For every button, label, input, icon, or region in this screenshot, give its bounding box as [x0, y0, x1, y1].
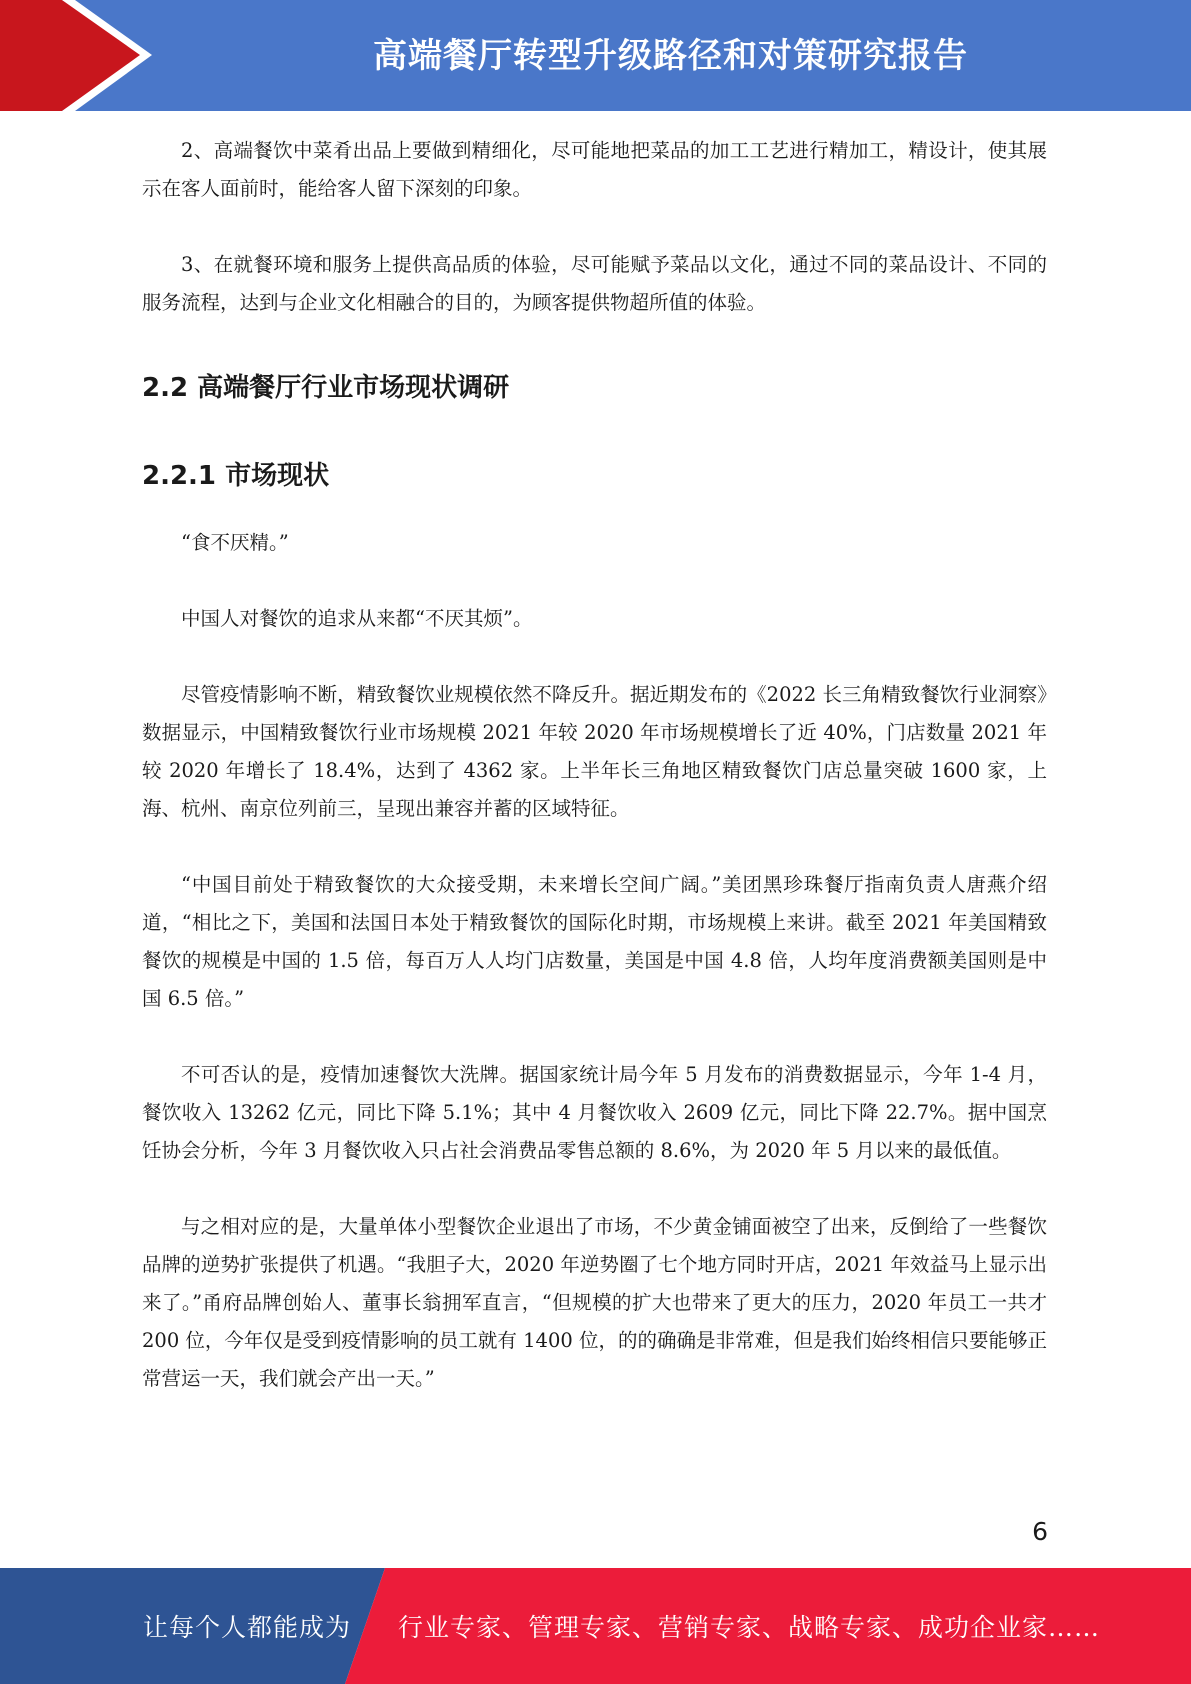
page-footer: [0, 1568, 1191, 1684]
paragraph: “食不厌精。”: [181, 531, 289, 554]
paragraph: 2、高端餐饮中菜肴出品上要做到精细化，尽可能地把菜品的加工工艺进行精加工，精设计，使其展示在客人面前时，能给客人留下深刻的印象。: [142, 139, 1047, 200]
report-title: 高端餐厅转型升级路径和对策研究报告: [373, 36, 968, 76]
footer-slogan-right: 行业专家、管理专家、营销专家、战略专家、成功企业家……: [398, 1613, 1101, 1642]
page-number: 6: [1032, 1517, 1048, 1546]
paragraph: 中国人对餐饮的追求从来都“不厌其烦”。: [181, 607, 533, 630]
page-body: [142, 132, 1047, 1398]
paragraph: “中国目前处于精致餐饮的大众接受期，未来增长空间广阔。”美团黑珍珠餐厅指南负责人唐燕介绍道，“相比之下，美国和法国日本处于精致餐饮的国际化时期，市场规模上来讲。截至 2021 年美国精致餐饮的规模是中国的 1.5 倍，每百万人人均门店数量，美国是中国 4.8 倍，人均年度消费额美国则是中国 6.5 倍。”: [142, 873, 1047, 1010]
footer-slogan-left: 让每个人都能成为: [143, 1613, 352, 1642]
paragraph: 尽管疫情影响不断，精致餐饮业规模依然不降反升。据近期发布的《2022 长三角精致餐饮行业洞察》数据显示，中国精致餐饮行业市场规模 2021 年较 2020 年市场规模增长了近 40%，门店数量 2021 年较 2020 年增长了 18.4%，达到了 4362 家。上半年长三角地区精致餐饮门店总量突破 1600 家，上海、杭州、南京位列前三，呈现出兼容并蓄的区域特征。: [142, 683, 1047, 820]
page-header: [0, 0, 1191, 111]
paragraph: 与之相对应的是，大量单体小型餐饮企业退出了市场，不少黄金铺面被空了出来，反倒给了一些餐饮品牌的逆势扩张提供了机遇。“我胆子大，2020 年逆势圈了七个地方同时开店，2021 年效益马上显示出来了。”甬府品牌创始人、董事长翁拥军直言，“但规模的扩大也带来了更大的压力，2020 年员工一共才 200 位，今年仅是受到疫情影响的员工就有 1400 位，的的确确是非常难，但是我们始终相信只要能够正常营运一天，我们就会产出一天。”: [142, 1215, 1047, 1390]
paragraph: 不可否认的是，疫情加速餐饮大洗牌。据国家统计局今年 5 月发布的消费数据显示，今年 1-4 月，餐饮收入 13262 亿元，同比下降 5.1%；其中 4 月餐饮收入 2609 亿元，同比下降 22.7%。据中国烹饪协会分析，今年 3 月餐饮收入只占社会消费品零售总额的 8.6%，为 2020 年 5 月以来的最低值。: [142, 1063, 1047, 1162]
section-heading: 2.2 高端餐厅行业市场现状调研: [142, 373, 510, 403]
subsection-heading: 2.2.1 市场现状: [142, 461, 330, 491]
paragraph: 3、在就餐环境和服务上提供高品质的体验，尽可能赋予菜品以文化，通过不同的菜品设计、不同的服务流程，达到与企业文化相融合的目的，为顾客提供物超所值的体验。: [142, 253, 1047, 314]
